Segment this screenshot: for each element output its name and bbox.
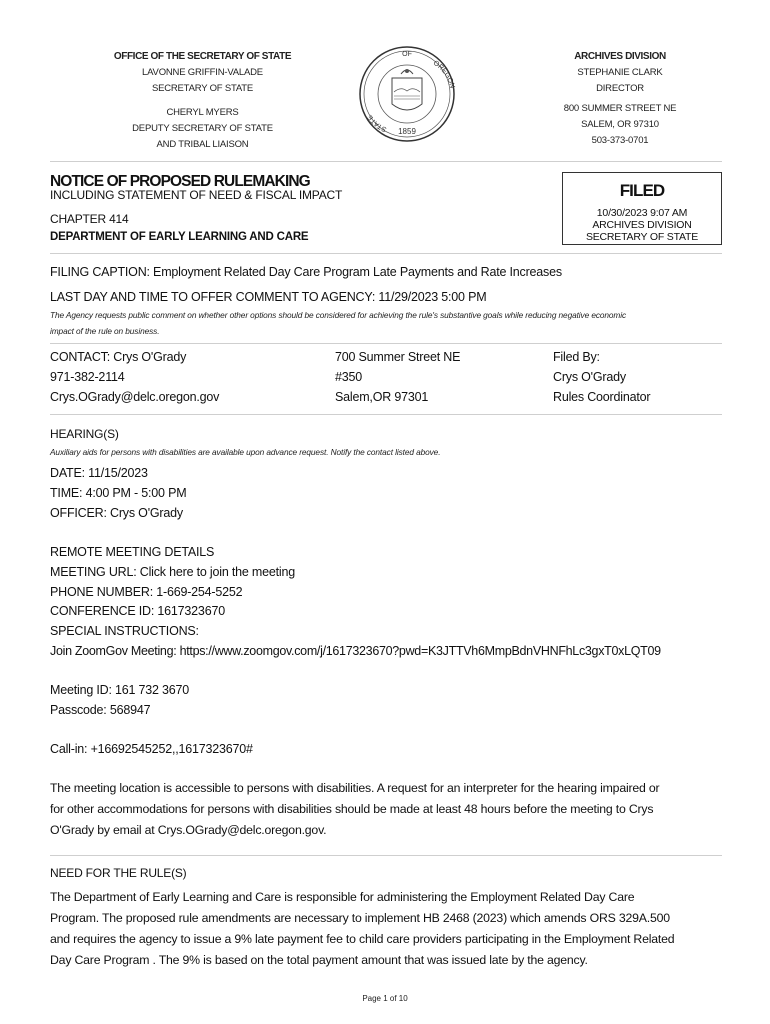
passcode: Passcode: 568947 xyxy=(50,703,151,717)
header-right xyxy=(545,51,695,146)
notice-title: NOTICE OF PROPOSED RULEMAKING xyxy=(50,173,310,190)
secretary-title: SECRETARY OF STATE xyxy=(151,83,254,94)
divider xyxy=(50,161,722,162)
divider xyxy=(50,343,722,344)
filed-by-label: Filed By: xyxy=(553,350,600,364)
contact-phone: 971-382-2114 xyxy=(50,370,125,384)
office-title: OFFICE OF THE SECRETARY OF STATE xyxy=(113,51,292,62)
hearing-officer: OFFICER: Crys O'Grady xyxy=(50,506,183,520)
filed-by-name: Crys O'Grady xyxy=(553,370,626,384)
deputy-title-2: AND TRIBAL LIAISON xyxy=(156,139,249,150)
seal-right-text: OREGON xyxy=(431,59,456,90)
filed-by-title: Rules Coordinator xyxy=(553,390,651,404)
agency-note-1: The Agency requests public comment on whether other options should be considered for achieving the rule's substantive goals while reducing negative economic xyxy=(50,310,627,320)
need-line-3: and requires the agency to issue a 9% late payment fee to child care providers participating in the Employment Related xyxy=(50,932,675,946)
divider xyxy=(50,855,722,856)
seal-year: 1859 xyxy=(398,127,416,136)
meeting-id: Meeting ID: 161 732 3670 xyxy=(50,683,190,697)
auxiliary-note: Auxiliary aids for persons with disabilities are available upon advance request. Notify the contact listed above. xyxy=(50,447,441,457)
secretary-name: LAVONNE GRIFFIN-VALADE xyxy=(142,67,263,78)
last-day-comment: LAST DAY AND TIME TO OFFER COMMENT TO AGENCY: 11/29/2023 5:00 PM xyxy=(50,290,487,304)
conference-id: CONFERENCE ID: 1617323670 xyxy=(50,604,225,618)
need-heading: NEED FOR THE RULE(S) xyxy=(50,866,187,880)
accessibility-line-2: for other accommodations for persons with disabilities should be made at least 48 hours before the meeting to Crys xyxy=(50,802,654,816)
filed-division: ARCHIVES DIVISION xyxy=(592,219,692,231)
filing-caption: FILING CAPTION: Employment Related Day Care Program Late Payments and Rate Increases xyxy=(50,265,562,279)
accessibility-line-3: O'Grady by email at Crys.OGrady@delc.oregon.gov. xyxy=(50,823,327,837)
meeting-url[interactable]: MEETING URL: Click here to join the meeting xyxy=(50,565,295,579)
special-instructions: SPECIAL INSTRUCTIONS: xyxy=(50,624,199,638)
notice-subtitle: INCLUDING STATEMENT OF NEED & FISCAL IMPACT xyxy=(50,188,343,202)
state-seal xyxy=(357,44,457,144)
seal-left-text: STATE xyxy=(366,113,388,133)
chapter: CHAPTER 414 xyxy=(50,212,129,226)
department: DEPARTMENT OF EARLY LEARNING AND CARE xyxy=(50,231,309,243)
hearing-time: TIME: 4:00 PM - 5:00 PM xyxy=(50,486,187,500)
director-name: STEPHANIE CLARK xyxy=(577,67,663,78)
deputy-title: DEPUTY SECRETARY OF STATE xyxy=(132,123,273,134)
call-in: Call-in: +16692545252,,1617323670# xyxy=(50,742,253,756)
deputy-name: CHERYL MYERS xyxy=(166,107,239,118)
accessibility-line-1: The meeting location is accessible to persons with disabilities. A request for an interpreter for the hearing impaired or xyxy=(50,781,660,795)
need-line-2: Program. The proposed rule amendments are necessary to implement HB 2468 (2023) which amends ORS 329A.500 xyxy=(50,911,670,925)
contact-street: 700 Summer Street NE xyxy=(335,350,461,364)
divider xyxy=(50,253,722,254)
contact-city: Salem,OR 97301 xyxy=(335,390,429,404)
contact-suite: #350 xyxy=(335,370,363,384)
hearing-date: DATE: 11/15/2023 xyxy=(50,466,148,480)
need-line-1: The Department of Early Learning and Care is responsible for administering the Employment Related Day Care xyxy=(50,890,635,904)
division-title: ARCHIVES DIVISION xyxy=(574,51,666,62)
need-paragraph xyxy=(50,887,740,971)
contact-email[interactable]: Crys.OGrady@delc.oregon.gov xyxy=(50,390,220,404)
filed-stamp xyxy=(562,172,722,245)
agency-note-2: impact of the rule on business. xyxy=(50,326,160,336)
need-line-4: Day Care Program . The 9% is based on the total payment amount that was issued late by the agency. xyxy=(50,953,588,967)
hearing-heading: HEARING(S) xyxy=(50,427,119,441)
filed-label: FILED xyxy=(619,181,665,200)
header-left xyxy=(95,51,310,150)
page-number: Page 1 of 10 xyxy=(362,994,408,1003)
filed-secretary: SECRETARY OF STATE xyxy=(585,231,699,243)
archives-street: 800 SUMMER STREET NE xyxy=(563,103,677,114)
accessibility-paragraph xyxy=(50,778,730,841)
filed-datetime: 10/30/2023 9:07 AM xyxy=(596,207,688,219)
seal-top-text: OF xyxy=(402,51,412,58)
remote-heading: REMOTE MEETING DETAILS xyxy=(50,545,215,559)
contact-name: CONTACT: Crys O'Grady xyxy=(50,350,187,364)
divider xyxy=(50,414,722,415)
seal-icon xyxy=(357,44,457,144)
archives-phone: 503-373-0701 xyxy=(591,135,649,146)
archives-city: SALEM, OR 97310 xyxy=(581,119,659,130)
phone-number: PHONE NUMBER: 1-669-254-5252 xyxy=(50,585,243,599)
director-title: DIRECTOR xyxy=(596,83,644,94)
zoom-join-link[interactable]: Join ZoomGov Meeting: https://www.zoomgov.com/j/1617323670?pwd=K3JTTVh6MmpBdnVHNFhLc3gxT0xLQT09 xyxy=(50,644,661,658)
